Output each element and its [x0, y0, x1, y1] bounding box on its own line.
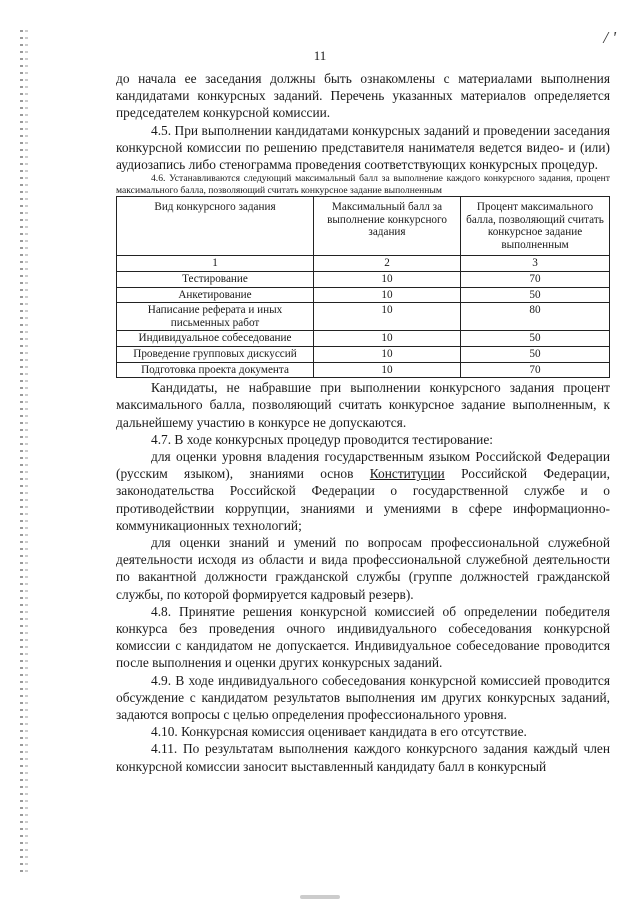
page-number: 11: [313, 48, 327, 63]
paragraph-4-7-item-1: [116, 448, 610, 534]
cell-max: 10: [314, 346, 461, 362]
text-segment: Российской Федерации, законодательства Российской Федерации о государственной службе и о противодействии коррупции, знаниями и умениями в сфере информационно-коммуникационных технологий;: [116, 466, 610, 533]
header-percent: Процент максимального балла, позволяющий считать конкурсное задание выполненным: [461, 197, 610, 256]
cell-max: 10: [314, 272, 461, 288]
cell-max: 10: [314, 362, 461, 378]
paragraph-4-6: 4.6. Устанавливаются следующий максимальный балл за выполнение каждого конкурсного задания, процент максимального балла, позволяющий считать конкурсное задание выполненным: [116, 173, 610, 196]
cell-task: Анкетирование: [117, 287, 314, 303]
paragraph-after-table: Кандидаты, не набравшие при выполнении конкурсного задания процент максимального балла, позволяющий считать конкурсное задание выполненным, к дальнейшему участию в конкурсе не допускаются.: [116, 380, 610, 430]
binding-edge-right: [25, 30, 28, 875]
cell-max: 10: [314, 331, 461, 347]
cell-max: 10: [314, 287, 461, 303]
table-row: [117, 362, 610, 378]
header-max-score: Максимальный балл за выполнение конкурсного задания: [314, 197, 461, 256]
paragraph-4-9: 4.9. В ходе индивидуального собеседования конкурсной комиссией проводится обсуждение с кандидатом результатов выполнения им других конкурсных заданий, задаются вопросы с целью определения профессионального уровня.: [116, 672, 610, 723]
document-body: [116, 70, 610, 775]
paragraph-4-5: 4.5. При выполнении кандидатами конкурсных заданий и проведении заседания конкурсной комиссии по решению представителя нанимателя ведется видео- и (или) аудиозапись либо стенограмма проведения соответствующих конкурсных процедур.: [116, 122, 610, 173]
cell-pct: 50: [461, 346, 610, 362]
cell-pct: 70: [461, 272, 610, 288]
paragraph-continuation: до начала ее заседания должны быть ознакомлены с материалами выполнения кандидатами конкурсных заданий. Перечень указанных материалов определяется председателем конкурсной комиссии.: [116, 71, 610, 121]
cell-pct: 80: [461, 303, 610, 331]
table-row: [117, 331, 610, 347]
cell-task: Подготовка проекта документа: [117, 362, 314, 378]
paragraph-4-8: 4.8. Принятие решения конкурсной комиссией об определении победителя конкурса без проведения очного индивидуального собеседования конкурсной комиссии с кандидатом не допускается. Индивидуальное собеседование проводится после выполнения и оценки других конкурсных заданий.: [116, 603, 610, 671]
table-row: [117, 287, 610, 303]
corner-handwritten-mark: / ': [603, 28, 616, 47]
paragraph-4-10: 4.10. Конкурсная комиссия оценивает кандидата в его отсутствие.: [151, 724, 527, 740]
constitution-link[interactable]: Конституции: [369, 466, 445, 482]
cell-pct: 50: [461, 331, 610, 347]
cell-task: Проведение групповых дискуссий: [117, 346, 314, 362]
cell-task: Индивидуальное собеседование: [117, 331, 314, 347]
col-number: 2: [314, 256, 461, 272]
col-number: 3: [461, 256, 610, 272]
cell-pct: 50: [461, 287, 610, 303]
header-task-type: Вид конкурсного задания: [117, 197, 314, 256]
text-segment: для оценки уровня владения государственным языком Российской Федерации (русским языком), знаниями основ: [116, 448, 610, 482]
table-row: [117, 303, 610, 331]
table-row: [117, 346, 610, 362]
paragraph-4-11: 4.11. По результатам выполнения каждого конкурсного задания каждый член конкурсной комиссии заносит выставленный кандидату балл в конкурсный: [116, 741, 610, 774]
cell-task: Написание реферата и иных письменных работ: [117, 303, 314, 331]
scan-smudge: [300, 895, 340, 899]
paragraph-4-7: 4.7. В ходе конкурсных процедур проводится тестирование:: [151, 431, 494, 447]
score-table: [116, 196, 610, 378]
table-header-row: [117, 197, 610, 256]
binding-edge-left: [20, 30, 23, 875]
cell-max: 10: [314, 303, 461, 331]
table-numbering-row: [117, 256, 610, 272]
paragraph-4-7-item-2: для оценки знаний и умений по вопросам профессиональной служебной деятельности исходя из области и вида профессиональной служебной деятельности по вакантной должности гражданской службы (группе должностей гражданской службы, по которой формируется кадровый резерв).: [116, 534, 610, 602]
col-number: 1: [117, 256, 314, 272]
table-row: [117, 272, 610, 288]
cell-task: Тестирование: [117, 272, 314, 288]
cell-pct: 70: [461, 362, 610, 378]
